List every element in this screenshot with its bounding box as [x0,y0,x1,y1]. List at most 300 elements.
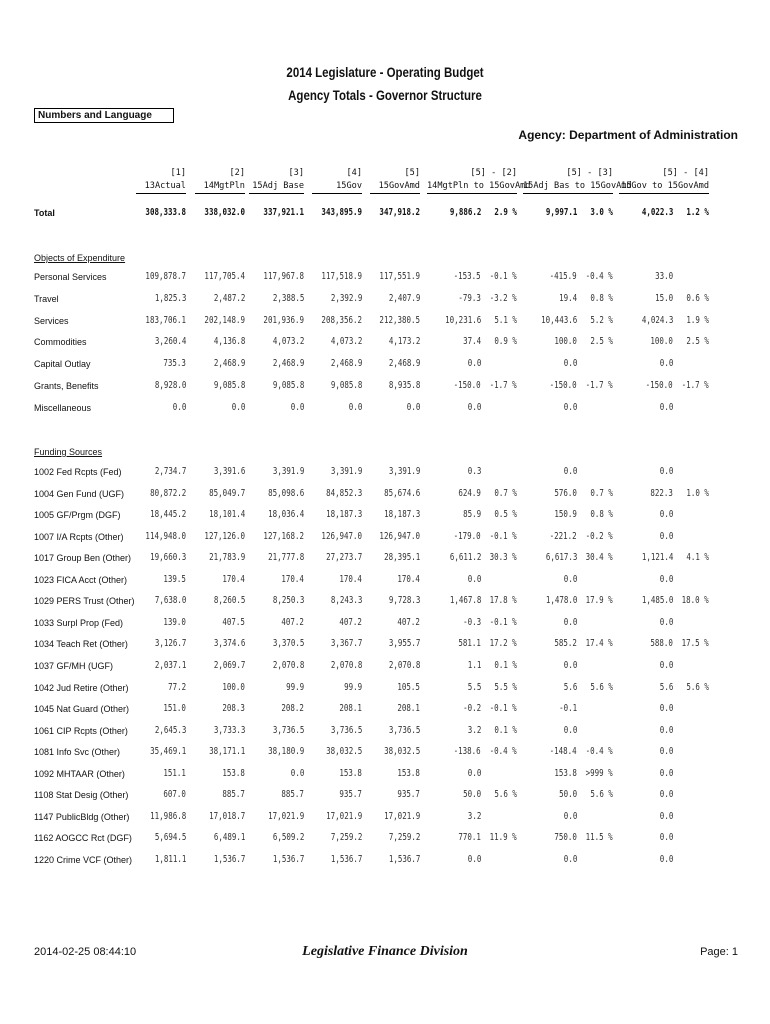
row-value: 8,928.0 [154,380,186,391]
row-value: 3,955.7 [388,638,420,649]
row-label: 1045 Nat Guard (Other) [34,704,130,714]
row-value: 407.2 [397,617,420,628]
row-value: -221.2 [549,531,577,542]
row-value: 183,706.1 [145,315,186,326]
row-value: 170.4 [222,574,245,585]
row-value: 0.1 % [494,660,517,671]
row-value: -1.7 % [585,380,613,391]
row-value: 18,036.4 [267,509,304,520]
row-value: 407.2 [281,617,304,628]
row-value: 770.1 [458,832,481,843]
row-value: 0.0 [172,402,186,413]
row-value: 114,948.0 [145,531,186,542]
row-value: 2,037.1 [154,660,186,671]
row-value: 588.0 [650,638,673,649]
column-header [195,167,245,194]
row-value: 15.0 [654,293,673,304]
row-value: 3,370.5 [272,638,304,649]
row-value: 151.1 [163,768,186,779]
section-heading: Objects of Expenditure [34,253,126,263]
row-value: 21,777.8 [267,552,304,563]
row-value: -0.2 [462,703,481,714]
row-label: Miscellaneous [34,403,92,413]
row-value: 5.6 % [686,682,709,693]
row-value: 2.9 % [494,207,517,218]
row-value: 3.2 [467,725,481,736]
row-value: -138.6 [453,746,481,757]
column-header-label: 15Gov [312,180,362,194]
row-value: 5.6 [659,682,673,693]
row-value: 153.8 [397,768,420,779]
row-value: 19.4 [558,293,577,304]
row-value: -0.1 [558,703,577,714]
row-value: 208.2 [281,703,304,714]
row-value: 6,509.2 [272,832,304,843]
row-label: 1037 GF/MH (UGF) [34,661,114,671]
row-label: Services [34,316,69,326]
row-value: 4.1 % [686,552,709,563]
row-value: 2,468.9 [272,358,304,369]
row-value: 38,180.9 [267,746,304,757]
row-value: 4,136.8 [213,336,245,347]
row-value: 308,333.8 [145,207,186,218]
column-header [370,167,420,194]
row-value: 38,032.5 [325,746,362,757]
row-value: 30.3 % [489,552,517,563]
column-header-index: [5] [404,168,420,178]
row-value: 3,391.6 [213,466,245,477]
row-value: 21,783.9 [208,552,245,563]
row-value: 2,070.8 [330,660,362,671]
row-label: 1162 AOGCC Rct (DGF) [34,833,132,843]
row-value: 624.9 [458,488,481,499]
row-label: 1092 MHTAAR (Other) [34,769,125,779]
row-value: 3,367.7 [330,638,362,649]
row-value: 17,021.9 [383,811,420,822]
column-header-label: 15GovAmd [370,180,420,194]
row-value: 0.0 [467,574,481,585]
row-value: 99.9 [285,682,304,693]
row-value: 117,551.9 [379,271,420,282]
column-header-label: 13Actual [136,180,186,194]
row-value: 126,947.0 [321,531,362,542]
row-value: 6,617.3 [545,552,577,563]
row-value: 3,374.6 [213,638,245,649]
row-value: 85,098.6 [267,488,304,499]
row-value: -0.4 % [585,746,613,757]
row-value: 7,259.2 [388,832,420,843]
row-value: 50.0 [558,789,577,800]
row-value: -0.4 % [585,271,613,282]
row-value: 202,148.9 [204,315,245,326]
row-value: 170.4 [397,574,420,585]
row-value: 0.0 [659,854,673,865]
row-value: 1.0 % [686,488,709,499]
section-heading: Funding Sources [34,447,103,457]
row-value: 0.0 [563,660,577,671]
row-value: 17,021.9 [325,811,362,822]
row-value: 0.0 [659,358,673,369]
row-value: 2,070.8 [272,660,304,671]
row-value: 18,187.3 [383,509,420,520]
column-header-label: 15Gov to 15GovAmd [619,180,709,194]
row-value: 0.7 % [590,488,613,499]
row-value: 0.0 [231,402,245,413]
row-value: 1,485.0 [641,595,673,606]
row-value: 2,468.9 [213,358,245,369]
row-label: Total [34,208,55,218]
row-value: 18,445.2 [149,509,186,520]
row-value: 153.8 [222,768,245,779]
row-value: 347,918.2 [379,207,420,218]
row-value: 1,825.3 [154,293,186,304]
row-value: 18.0 % [681,595,709,606]
row-value: 935.7 [397,789,420,800]
row-value: 170.4 [281,574,304,585]
row-value: 17.9 % [585,595,613,606]
row-value: 38,032.5 [383,746,420,757]
column-header-index: [3] [288,168,304,178]
row-value: 3,391.9 [272,466,304,477]
row-value: 17.8 % [489,595,517,606]
row-label: Travel [34,294,59,304]
row-value: 11,986.8 [149,811,186,822]
column-header [136,167,186,194]
row-value: 19,660.3 [149,552,186,563]
row-value: 10,443.6 [540,315,577,326]
column-header-label: 15Adj Bas to 15GovAmd [523,180,613,194]
row-value: -1.7 % [681,380,709,391]
row-value: 3,126.7 [154,638,186,649]
row-value: 4,022.3 [641,207,673,218]
row-value: 2,487.2 [213,293,245,304]
row-value: 2,645.3 [154,725,186,736]
row-value: 0.0 [563,402,577,413]
row-value: 0.0 [563,466,577,477]
row-value: 208,356.2 [321,315,362,326]
row-value: 0.0 [659,402,673,413]
report-subtitle: Agency Totals - Governor Structure [288,87,482,103]
row-value: 0.0 [659,746,673,757]
row-value: 2,468.9 [388,358,420,369]
row-value: 5,694.5 [154,832,186,843]
row-value: 3,736.5 [330,725,362,736]
row-value: 3.2 [467,811,481,822]
row-value: 8,243.3 [330,595,362,606]
row-value: 153.8 [339,768,362,779]
row-value: 5.6 % [590,789,613,800]
row-value: 2.5 % [686,336,709,347]
row-value: 201,936.9 [263,315,304,326]
row-value: 38,171.1 [208,746,245,757]
row-value: 150.9 [554,509,577,520]
row-value: 170.4 [339,574,362,585]
row-value: 153.8 [554,768,577,779]
row-value: 0.0 [290,768,304,779]
row-value: 117,518.9 [321,271,362,282]
row-value: 343,895.9 [321,207,362,218]
row-value: 0.0 [659,531,673,542]
report-title: 2014 Legislature - Operating Budget [286,64,484,80]
row-label: Commodities [34,337,87,347]
row-value: -0.1 % [489,531,517,542]
footer-timestamp: 2014-02-25 08:44:10 [34,946,137,958]
row-label: Personal Services [34,272,107,282]
row-value: 33.0 [654,271,673,282]
row-value: 0.8 % [590,509,613,520]
row-value: 1,478.0 [545,595,577,606]
row-value: 6,611.2 [449,552,481,563]
row-value: 0.0 [563,617,577,628]
row-value: 0.0 [563,358,577,369]
row-value: 1,536.7 [388,854,420,865]
row-value: 0.0 [659,832,673,843]
row-value: 0.0 [406,402,420,413]
row-value: 5.6 % [590,682,613,693]
column-header [427,167,531,194]
row-value: 0.0 [563,811,577,822]
row-value: 212,380.5 [379,315,420,326]
row-value: 77.2 [167,682,186,693]
row-value: 1,536.7 [213,854,245,865]
row-value: -0.3 [462,617,481,628]
row-value: 735.3 [163,358,186,369]
row-value: 0.0 [659,768,673,779]
row-value: 208.1 [339,703,362,714]
row-value: 0.0 [467,402,481,413]
row-label: 1023 FICA Acct (Other) [34,575,128,585]
row-value: -79.3 [458,293,481,304]
row-value: 208.3 [222,703,245,714]
row-value: 0.8 % [590,293,613,304]
row-value: 0.0 [563,574,577,585]
row-value: >999 % [585,768,613,779]
row-value: 7,638.0 [154,595,186,606]
row-value: 0.3 [467,466,481,477]
row-value: 338,032.0 [204,207,245,218]
row-label: 1042 Jud Retire (Other) [34,683,129,693]
row-value: -150.0 [453,380,481,391]
row-value: 17,021.9 [267,811,304,822]
row-label: 1007 I/A Rcpts (Other) [34,532,124,542]
row-value: 0.0 [659,703,673,714]
column-header-index: [5] - [4] [662,168,709,178]
row-value: 935.7 [339,789,362,800]
row-value: 50.0 [462,789,481,800]
row-value: 127,168.2 [263,531,304,542]
row-value: 607.0 [163,789,186,800]
row-label: 1005 GF/Prgm (DGF) [34,510,121,520]
row-value: 0.9 % [494,336,517,347]
column-header-label: 14MgtPln [195,180,245,194]
column-header-index: [1] [170,168,186,178]
row-value: 139.0 [163,617,186,628]
row-value: 85.9 [462,509,481,520]
row-value: -0.1 % [489,271,517,282]
footer-division: Legislative Finance Division [302,944,468,959]
row-label: 1002 Fed Rcpts (Fed) [34,467,122,477]
row-value: 5.6 [563,682,577,693]
row-value: 0.0 [467,854,481,865]
row-value: 0.0 [659,811,673,822]
row-value: 5.6 % [494,789,517,800]
row-value: 0.0 [659,509,673,520]
row-value: 28,395.1 [383,552,420,563]
row-value: 117,705.4 [204,271,245,282]
row-label: 1029 PERS Trust (Other) [34,596,135,606]
row-value: 2,388.5 [272,293,304,304]
row-value: 0.0 [467,768,481,779]
row-value: 885.7 [222,789,245,800]
row-value: 4,173.2 [388,336,420,347]
row-value: 2,734.7 [154,466,186,477]
row-value: 407.2 [339,617,362,628]
row-value: 0.0 [563,854,577,865]
row-value: 27,273.7 [325,552,362,563]
agency-label: Agency: Department of Administration [518,128,738,142]
row-label: 1081 Info Svc (Other) [34,747,121,757]
column-header-index: [5] - [2] [470,168,517,178]
numbers-language-box: Numbers and Language [34,108,174,123]
row-value: 99.9 [343,682,362,693]
row-value: 126,947.0 [379,531,420,542]
row-value: 9,085.8 [272,380,304,391]
row-value: 127,126.0 [204,531,245,542]
row-value: 0.0 [659,466,673,477]
row-value: 100.0 [650,336,673,347]
row-value: 0.0 [467,358,481,369]
row-value: 3,736.5 [388,725,420,736]
row-value: 4,073.2 [272,336,304,347]
row-value: 2,070.8 [388,660,420,671]
row-value: 3,733.3 [213,725,245,736]
column-header [523,167,632,194]
row-value: 100.0 [554,336,577,347]
row-value: 585.2 [554,638,577,649]
row-value: 9,085.8 [330,380,362,391]
row-value: 100.0 [222,682,245,693]
row-value: -179.0 [453,531,481,542]
row-value: 2,468.9 [330,358,362,369]
row-label: 1017 Group Ben (Other) [34,553,132,563]
column-header-label: 15Adj Base [249,180,304,194]
row-value: -0.4 % [489,746,517,757]
row-value: 105.5 [397,682,420,693]
row-value: -1.7 % [489,380,517,391]
row-value: 5.2 % [590,315,613,326]
row-value: 18,187.3 [325,509,362,520]
footer-page-number: Page: 1 [700,946,738,958]
row-value: 208.1 [397,703,420,714]
row-value: -415.9 [549,271,577,282]
row-value: 2,407.9 [388,293,420,304]
row-label: 1147 PublicBldg (Other) [34,812,130,822]
row-value: -150.0 [645,380,673,391]
row-value: 3,391.9 [388,466,420,477]
row-value: 2.5 % [590,336,613,347]
row-value: 17.2 % [489,638,517,649]
row-label: 1034 Teach Ret (Other) [34,639,128,649]
row-value: 85,674.6 [383,488,420,499]
row-label: 1220 Crime VCF (Other) [34,855,133,865]
row-value: 0.5 % [494,509,517,520]
row-label: 1033 Surpl Prop (Fed) [34,618,124,628]
row-value: 17.5 % [681,638,709,649]
row-value: 0.0 [659,789,673,800]
row-value: 3,391.9 [330,466,362,477]
row-value: 4,024.3 [641,315,673,326]
row-value: 9,728.3 [388,595,420,606]
row-label: Capital Outlay [34,359,91,369]
row-value: -0.2 % [585,531,613,542]
column-header-label: 14MgtPln to 15GovAmd [427,180,517,194]
row-value: 10,231.6 [444,315,481,326]
row-value: 2,069.7 [213,660,245,671]
row-value: 0.0 [659,725,673,736]
row-value: 5.5 [467,682,481,693]
row-label: 1004 Gen Fund (UGF) [34,489,125,499]
row-value: 1,811.1 [154,854,186,865]
row-value: 0.0 [563,725,577,736]
row-value: 9,997.1 [545,207,577,218]
column-header-index: [2] [229,168,245,178]
row-value: 6,489.1 [213,832,245,843]
row-value: -0.1 % [489,617,517,628]
row-value: 0.0 [659,660,673,671]
row-value: 8,260.5 [213,595,245,606]
row-label: 1061 CIP Rcpts (Other) [34,726,128,736]
row-value: 2,392.9 [330,293,362,304]
row-value: 11.9 % [489,832,517,843]
row-value: 9,085.8 [213,380,245,391]
row-value: 0.0 [290,402,304,413]
row-value: 85,049.7 [208,488,245,499]
row-value: 117,967.8 [263,271,304,282]
row-value: 5.1 % [494,315,517,326]
row-value: 885.7 [281,789,304,800]
row-value: 1,536.7 [272,854,304,865]
row-value: 0.6 % [686,293,709,304]
row-value: 3.0 % [590,207,613,218]
row-value: 7,259.2 [330,832,362,843]
row-value: -0.1 % [489,703,517,714]
row-value: 35,469.1 [149,746,186,757]
row-value: 8,935.8 [388,380,420,391]
row-value: 17.4 % [585,638,613,649]
row-value: 37.4 [462,336,481,347]
row-value: -150.0 [549,380,577,391]
row-value: 139.5 [163,574,186,585]
row-value: 30.4 % [585,552,613,563]
row-value: 4,073.2 [330,336,362,347]
row-value: 0.0 [659,574,673,585]
row-value: 3,736.5 [272,725,304,736]
row-value: 1.2 % [686,207,709,218]
row-value: 0.7 % [494,488,517,499]
row-value: 18,101.4 [208,509,245,520]
row-value: 581.1 [458,638,481,649]
row-value: 1.1 [467,660,481,671]
row-value: 750.0 [554,832,577,843]
row-value: 3,260.4 [154,336,186,347]
row-label: Grants, Benefits [34,381,99,391]
row-value: 576.0 [554,488,577,499]
row-value: 84,852.3 [325,488,362,499]
row-value: 151.0 [163,703,186,714]
column-header-index: [5] - [3] [566,168,613,178]
row-value: 80,872.2 [149,488,186,499]
row-value: 109,878.7 [145,271,186,282]
